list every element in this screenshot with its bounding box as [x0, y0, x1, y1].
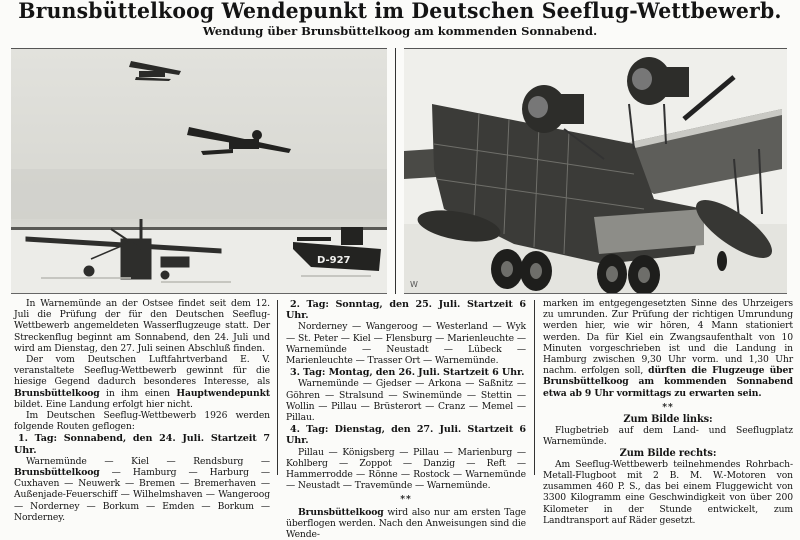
emphasis-hauptwendepunkt: Hauptwendepunkt [176, 387, 270, 399]
caption-right-text: Am Seeflug-Wettbewerb teilnehmendes Rohrbach-Metall-Flugboot mit 2 B. M. W.-Motoren von zusammen 460 P. S., das bei einem Fluggewicht von 3300 Kilogramm eine Geschwindigkeit von über 200 Kilometer in der Stunde entwickelt, zum Landtransport auf Räder gesetzt. [543, 458, 793, 526]
caption-left-heading: Zum Bilde links: [623, 414, 713, 426]
article-column-1 [14, 298, 270, 523]
headline: Brunsbüttelkoog Wendepunkt im Deutschen Seeflug-Wettbewerb. [18, 0, 782, 23]
seaplanes-illustration [11, 49, 387, 293]
intro-paragraph: In Warnemünde an der Ostsee findet seit dem 12. Juli die Prüfung der für den Deutschen Seeflug-Wettbewerb angemeldeten Wasserflugzeuge statt. Der Streckenflug beginnt am Sonnabend, den 24. Juli und wird am Dienstag, den 27. Juli seinen Abschluß finden. [14, 298, 270, 354]
caption-right-heading: Zum Bilde rechts: [619, 447, 717, 459]
article-column-3 [543, 298, 793, 526]
day2-heading: 2. Tag: Sonntag, den 25. Juli. Startzeit 6 Uhr. [286, 299, 526, 322]
paragraph-overflight: Brunsbüttelkoog wird also nur am ersten Tage überflogen werden. Nach den Anweisungen sind die Wende- [286, 506, 526, 540]
photo-left-seaplanes [11, 48, 387, 294]
photo-corner-mark: W [410, 280, 418, 289]
emphasis-brunsbuettelkoog: Brunsbüttelkoog [14, 387, 100, 399]
day4-heading: 4. Tag: Dienstag, den 27. Juli. Startzeit 6 Uhr. [286, 424, 526, 447]
article-column-2 [286, 298, 526, 540]
column-rule-1 [277, 300, 278, 475]
photo-right-flying-boat [404, 48, 787, 294]
photo-divider [395, 48, 396, 294]
section-separator: ** [400, 494, 412, 506]
paragraph-turning-point: Der vom Deutschen Luftfahrtverband E. V. veranstaltete Seeflug-Wettbewerb gewinnt für die hiesige Gegend dadurch besonderes Interesse, als Brunsbüttelkoog in ihm einen Hauptwendepunkt bildet. Eine Landung erfolgt hier nicht. [14, 354, 270, 410]
subheadline: Wendung über Brunsbüttelkoog am kommenden Sonnabend. [202, 24, 598, 38]
emphasis-arrival-time: dürften die Flugzeuge über Brunsbüttelkoog am kommenden Sonnabend etwa ab 9 Uhr vormittags zu erwarten sein. [543, 365, 793, 399]
day3-route: Warnemünde — Gjedser — Arkona — Saßnitz — Göhren — Stralsund — Swinemünde — Stettin — Wollin — Pillau — Brüsterort — Cranz — Memel — Pillau. [286, 378, 526, 424]
paragraph-continuation: marken im entgegengesetzten Sinne des Uhrzeigers zu umrunden. Zur Prüfung der richtigen Umrundung werden hier, wie wir hören, 4 Mann stationiert werden. Da für Kiel ein Zwangsaufenthalt von 10 Minuten vorgeschrieben ist und die Landung in Hamburg zwischen 9,30 Uhr vorm. und 1,30 Uhr nachm. erfolgen soll, dürften die Flugzeuge über Brunsbüttelkoog am kommenden Sonnabend etwa ab 9 Uhr vormittags zu erwarten sein. [543, 298, 793, 399]
day4-route: Pillau — Königsberg — Pillau — Marienburg — Kohlberg — Zoppot — Danzig — Reft — Hammerrodde — Rönne — Rostock — Warnemünde — Neustadt — Travemünde — Warnemünde. [286, 446, 526, 492]
caption-left-text: Flugbetrieb auf dem Land- und Seeflugplatz Warnemünde. [543, 425, 793, 448]
section-separator: ** [662, 401, 674, 413]
flying-boat-illustration [404, 49, 787, 293]
day1-heading: 1. Tag: Sonnabend, den 24. Juli. Startzeit 7 Uhr. [14, 433, 270, 456]
day2-route: Norderney — Wangeroog — Westerland — Wyk — St. Peter — Kiel — Flensburg — Marienleuchte — Warnemünde — Neustadt — Lübeck — Marienleuchte — Trasser Ort — Warnemünde. [286, 321, 526, 367]
column-rule-2 [534, 300, 535, 475]
day1-route: Warnemünde — Kiel — Rendsburg — Brunsbüttelkoog — Hamburg — Harburg — Cuxhaven — Neuwerk — Bremen — Bremerhaven — Außenjade-Feuerschiff — Wilhelmshaven — Wangeroog — Norderney — Borkum — Emden — Borkum — Norderney. [14, 455, 270, 523]
day3-heading: 3. Tag: Montag, den 26. Juli. Startzeit 6 Uhr. [290, 367, 525, 379]
routes-intro: Im Deutschen Seeflug-Wettbewerb 1926 werden folgende Routen geflogen: [14, 410, 270, 433]
registration-mark: D-927 [317, 255, 351, 266]
